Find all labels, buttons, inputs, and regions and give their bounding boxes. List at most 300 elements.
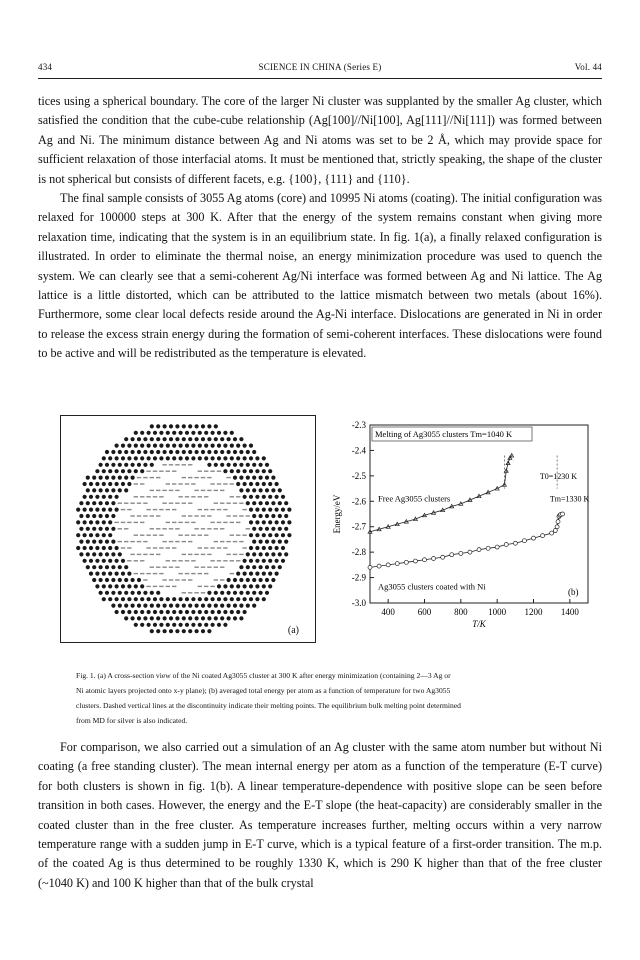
ag-atom (242, 509, 246, 510)
x-tick-label: 1400 (560, 607, 579, 617)
ni-atom (230, 469, 234, 473)
ag-atom (226, 477, 230, 478)
ag-atom (124, 503, 128, 504)
ag-atom (159, 535, 163, 536)
ni-atom (172, 456, 176, 460)
ni-atom (204, 597, 208, 601)
ni-atom (271, 514, 275, 518)
ag-atom (162, 567, 166, 568)
ni-atom (111, 488, 115, 492)
ni-atom (140, 610, 144, 614)
ni-atom (175, 450, 179, 454)
ni-atom (223, 444, 227, 448)
ni-atom (243, 482, 247, 486)
ni-atom (220, 437, 224, 441)
ag-atom (162, 579, 166, 580)
ag-atom (118, 541, 122, 542)
ni-atom (156, 424, 160, 428)
ni-atom (278, 552, 282, 556)
ni-atom (249, 546, 253, 550)
ag-atom (236, 535, 240, 536)
ni-atom (86, 501, 90, 505)
ni-atom (137, 578, 141, 582)
ni-atom (211, 597, 215, 601)
ag-atom (182, 464, 186, 465)
ni-atom (89, 572, 93, 576)
ag-atom (182, 515, 186, 516)
ni-atom (134, 444, 138, 448)
journal-title: SCIENCE IN CHINA (Series E) (258, 62, 382, 72)
ni-atom (159, 456, 163, 460)
ag-atom (220, 579, 224, 580)
ag-atom (172, 522, 176, 523)
ni-atom (99, 501, 103, 505)
ni-atom (79, 552, 83, 556)
ag-atom (130, 541, 134, 542)
ag-atom (159, 547, 163, 548)
ni-atom (108, 456, 112, 460)
ag-atom (143, 541, 147, 542)
ni-atom (191, 456, 195, 460)
ni-atom (121, 597, 125, 601)
ni-atom (255, 508, 259, 512)
ag-atom (210, 522, 214, 523)
ag-atom (121, 509, 125, 510)
ag-atom (226, 503, 230, 504)
ni-atom (259, 527, 263, 531)
ni-atom (127, 456, 131, 460)
ag-atom (146, 586, 150, 587)
ni-atom (111, 476, 115, 480)
ni-atom (140, 597, 144, 601)
ni-atom (255, 584, 259, 588)
ag-atom (150, 528, 154, 529)
ag-atom (162, 464, 166, 465)
ni-atom (166, 444, 170, 448)
ni-atom (275, 482, 279, 486)
ag-atom (166, 471, 170, 472)
ag-atom (204, 547, 208, 548)
ag-atom (159, 471, 163, 472)
ag-atom (182, 554, 186, 555)
ni-atom (278, 514, 282, 518)
ag-atom (130, 554, 134, 555)
ni-atom (262, 546, 266, 550)
ni-atom (214, 591, 218, 595)
ag-atom (230, 483, 234, 484)
ni-atom (252, 578, 256, 582)
data-point-coated (561, 512, 565, 516)
ni-atom (79, 501, 83, 505)
y-tick-label: -2.6 (351, 496, 366, 507)
ni-atom (230, 584, 234, 588)
ni-atom (95, 495, 99, 499)
ni-atom (166, 597, 170, 601)
y-tick-label: -2.7 (351, 521, 366, 532)
ag-atom (178, 496, 182, 497)
ag-atom (194, 567, 198, 568)
ni-atom (131, 463, 135, 467)
ni-atom (207, 616, 211, 620)
ni-atom (211, 444, 215, 448)
ni-atom (233, 450, 237, 454)
ni-atom (259, 476, 263, 480)
ag-atom (169, 464, 173, 465)
ag-atom (156, 477, 160, 478)
figure-panel-b (326, 415, 600, 643)
caption-line-3: clusters. Dashed vertical lines at the discontinuity indicate their melting points. The equilibrium bulk melting point determined (76, 701, 461, 710)
ni-atom (147, 444, 151, 448)
ni-atom (188, 629, 192, 633)
ni-atom (198, 610, 202, 614)
ni-atom (92, 578, 96, 582)
ni-atom (179, 610, 183, 614)
ni-atom (211, 456, 215, 460)
ag-atom (143, 579, 147, 580)
data-point-free (510, 454, 514, 458)
ni-atom (204, 444, 208, 448)
ni-atom (124, 463, 128, 467)
data-point-coated (459, 551, 463, 555)
ag-atom (223, 509, 227, 510)
ag-atom (223, 560, 227, 561)
ni-atom (150, 463, 154, 467)
ni-atom (281, 508, 285, 512)
ni-atom (172, 623, 176, 627)
ni-atom (153, 431, 157, 435)
ag-atom (233, 503, 237, 504)
ni-atom (207, 591, 211, 595)
ni-atom (262, 597, 266, 601)
paragraph-3: For comparison, we also carried out a simulation of an Ag cluster with the same atom number but without Ni coating (a free standing cluster). The mean internal energy per atom as a function of the temperature (E-T curve) for both clusters is shown in fig. 1(b). A linear temperature-dependence with positive slope can be seen before transition in both cases. However, the energy and the E-T slope (the heat-capacity) are considerably smaller in the coated cluster than in the free cluster. As temperature increases further, melting occurs within a very narrow temperature range with a sudden jump in E-T curve, which is a typical feature of a first-order transition. The m.p. of the coated Ag is thus determined to be roughly 1330 K, which is 290 K higher than that of the free cluster (~1040 K) and 100 K higher than that of the bulk crystal (38, 740, 602, 890)
ag-atom (178, 573, 182, 574)
ni-atom (246, 591, 250, 595)
ni-atom (111, 514, 115, 518)
data-point-coated (522, 539, 526, 543)
ag-atom (153, 573, 157, 574)
ni-atom (127, 610, 131, 614)
ag-atom (220, 490, 224, 491)
ag-atom (175, 579, 179, 580)
ni-atom (201, 616, 205, 620)
ni-atom (227, 437, 231, 441)
ni-atom (243, 610, 247, 614)
ni-atom (259, 591, 263, 595)
ni-atom (207, 463, 211, 467)
data-point-coated (413, 559, 417, 563)
ni-atom (249, 482, 253, 486)
ni-atom (99, 514, 103, 518)
ni-atom (99, 476, 103, 480)
data-point-coated (532, 536, 536, 540)
ni-atom (137, 450, 141, 454)
ag-atom (207, 515, 211, 516)
ni-atom (271, 527, 275, 531)
ni-atom (195, 450, 199, 454)
ni-atom (86, 552, 90, 556)
ni-atom (265, 514, 269, 518)
ni-atom (268, 533, 272, 537)
ni-atom (252, 476, 256, 480)
ni-atom (79, 540, 83, 544)
ni-atom (102, 533, 106, 537)
ni-atom (220, 616, 224, 620)
ni-atom (79, 527, 83, 531)
ni-atom (143, 591, 147, 595)
ni-atom (111, 450, 115, 454)
ni-atom (118, 552, 122, 556)
data-point-coated (556, 520, 560, 524)
ag-atom (207, 554, 211, 555)
ni-atom (252, 463, 256, 467)
ag-atom (230, 496, 234, 497)
ag-atom (146, 535, 150, 536)
ag-atom (188, 515, 192, 516)
ni-atom (76, 533, 80, 537)
ni-atom (159, 597, 163, 601)
ni-atom (83, 546, 87, 550)
ni-atom (179, 623, 183, 627)
ag-atom (210, 586, 214, 587)
ni-atom (262, 520, 266, 524)
ag-atom (130, 515, 134, 516)
ag-atom (242, 547, 246, 548)
ni-atom (156, 629, 160, 633)
ni-atom (108, 559, 112, 563)
ni-atom (268, 572, 272, 576)
ag-atom (137, 554, 141, 555)
ni-atom (255, 469, 259, 473)
ni-atom (108, 572, 112, 576)
ni-atom (246, 463, 250, 467)
ag-atom (118, 503, 122, 504)
ni-atom (249, 456, 253, 460)
ni-atom (111, 552, 115, 556)
ag-atom (146, 496, 150, 497)
ni-atom (249, 572, 253, 576)
ag-atom (140, 535, 144, 536)
ni-atom (115, 469, 119, 473)
ni-atom (265, 476, 269, 480)
ni-atom (118, 591, 122, 595)
ni-atom (265, 501, 269, 505)
ni-atom (185, 597, 189, 601)
ni-atom (124, 565, 128, 569)
ni-atom (92, 514, 96, 518)
ni-atom (175, 424, 179, 428)
ni-atom (102, 508, 106, 512)
caption-line-4: from MD for silver is also indicated. (76, 716, 188, 725)
ag-atom (191, 522, 195, 523)
ni-atom (121, 610, 125, 614)
ag-atom (153, 586, 157, 587)
ag-atom (172, 509, 176, 510)
ni-atom (188, 437, 192, 441)
ni-atom (188, 604, 192, 608)
ni-atom (115, 597, 119, 601)
ag-atom (137, 503, 141, 504)
ni-atom (239, 476, 243, 480)
ag-atom (204, 573, 208, 574)
ni-atom (265, 488, 269, 492)
ni-atom (92, 527, 96, 531)
ag-atom (143, 503, 147, 504)
ni-atom (156, 604, 160, 608)
ni-atom (236, 444, 240, 448)
ni-atom (115, 546, 119, 550)
ni-atom (255, 495, 259, 499)
ag-atom (201, 567, 205, 568)
ni-atom (207, 450, 211, 454)
ni-atom (108, 520, 112, 524)
ni-atom (188, 424, 192, 428)
ni-atom (175, 437, 179, 441)
ni-atom (131, 437, 135, 441)
ni-atom (86, 565, 90, 569)
ni-atom (195, 616, 199, 620)
ni-atom (118, 463, 122, 467)
ni-atom (281, 495, 285, 499)
ni-atom (268, 584, 272, 588)
data-point-coated (550, 531, 554, 535)
ag-atom (185, 560, 189, 561)
ni-atom (175, 616, 179, 620)
ag-atom (121, 522, 125, 523)
ag-atom (182, 541, 186, 542)
ni-atom (89, 508, 93, 512)
data-point-coated (477, 548, 481, 552)
ni-atom (121, 456, 125, 460)
ag-atom (204, 535, 208, 536)
ni-atom (108, 482, 112, 486)
body-text-top (38, 92, 602, 364)
ni-atom (239, 437, 243, 441)
x-tick-label: 600 (417, 607, 432, 617)
ni-atom (115, 508, 119, 512)
ag-atom (217, 471, 221, 472)
ni-atom (124, 616, 128, 620)
ni-atom (111, 565, 115, 569)
ni-atom (83, 559, 87, 563)
ag-atom (191, 560, 195, 561)
ni-atom (105, 463, 109, 467)
ag-atom (230, 535, 234, 536)
ag-atom (169, 541, 173, 542)
ni-atom (284, 501, 288, 505)
ag-atom (182, 503, 186, 504)
ni-atom (220, 591, 224, 595)
ni-atom (156, 591, 160, 595)
ni-atom (99, 565, 103, 569)
ni-atom (195, 604, 199, 608)
ni-atom (262, 559, 266, 563)
ni-atom (252, 450, 256, 454)
ag-atom (185, 573, 189, 574)
ni-atom (105, 527, 109, 531)
ni-atom (239, 450, 243, 454)
ni-atom (159, 623, 163, 627)
ag-atom (191, 535, 195, 536)
ni-atom (118, 476, 122, 480)
ni-atom (233, 476, 237, 480)
ni-atom (217, 623, 221, 627)
ni-atom (284, 514, 288, 518)
ni-atom (249, 584, 253, 588)
ni-atom (175, 629, 179, 633)
ni-atom (156, 450, 160, 454)
ni-atom (287, 520, 291, 524)
ni-atom (243, 584, 247, 588)
ni-atom (127, 469, 131, 473)
ag-atom (172, 560, 176, 561)
data-point-coated (504, 543, 508, 547)
ni-atom (99, 591, 103, 595)
ag-atom (207, 477, 211, 478)
ni-atom (243, 444, 247, 448)
ag-atom (134, 573, 138, 574)
ni-atom (153, 623, 157, 627)
ag-atom (239, 541, 243, 542)
ni-atom (118, 578, 122, 582)
ni-atom (246, 476, 250, 480)
ni-atom (105, 488, 109, 492)
ni-atom (118, 565, 122, 569)
ag-atom (201, 592, 205, 593)
ni-atom (169, 604, 173, 608)
ni-atom (220, 450, 224, 454)
data-point-coated (495, 545, 499, 549)
ni-atom (265, 578, 269, 582)
ag-atom (140, 483, 144, 484)
ag-atom (134, 560, 138, 561)
ni-atom (134, 469, 138, 473)
ni-atom (198, 623, 202, 627)
ni-atom (102, 572, 106, 576)
ag-atom (188, 503, 192, 504)
ni-atom (239, 565, 243, 569)
ni-atom (233, 463, 237, 467)
ni-atom (239, 604, 243, 608)
ni-atom (249, 469, 253, 473)
ni-atom (214, 424, 218, 428)
ni-atom (265, 565, 269, 569)
ni-atom (275, 520, 279, 524)
ag-atom (134, 535, 138, 536)
ag-atom (127, 522, 131, 523)
ni-atom (246, 565, 250, 569)
ni-atom (134, 431, 138, 435)
ag-atom (226, 515, 230, 516)
ni-atom (262, 469, 266, 473)
ag-atom (204, 586, 208, 587)
ag-atom (137, 541, 141, 542)
data-point-coated (513, 541, 517, 545)
ni-atom (115, 495, 119, 499)
ag-atom (127, 560, 131, 561)
ni-atom (223, 610, 227, 614)
ni-atom (201, 424, 205, 428)
ni-atom (262, 482, 266, 486)
ag-atom (214, 567, 218, 568)
ni-atom (211, 431, 215, 435)
ag-atom (140, 496, 144, 497)
ni-atom (111, 604, 115, 608)
ni-atom (227, 463, 231, 467)
ni-atom (134, 623, 138, 627)
ni-atom (227, 578, 231, 582)
ag-atom (124, 541, 128, 542)
ag-atom (172, 483, 176, 484)
